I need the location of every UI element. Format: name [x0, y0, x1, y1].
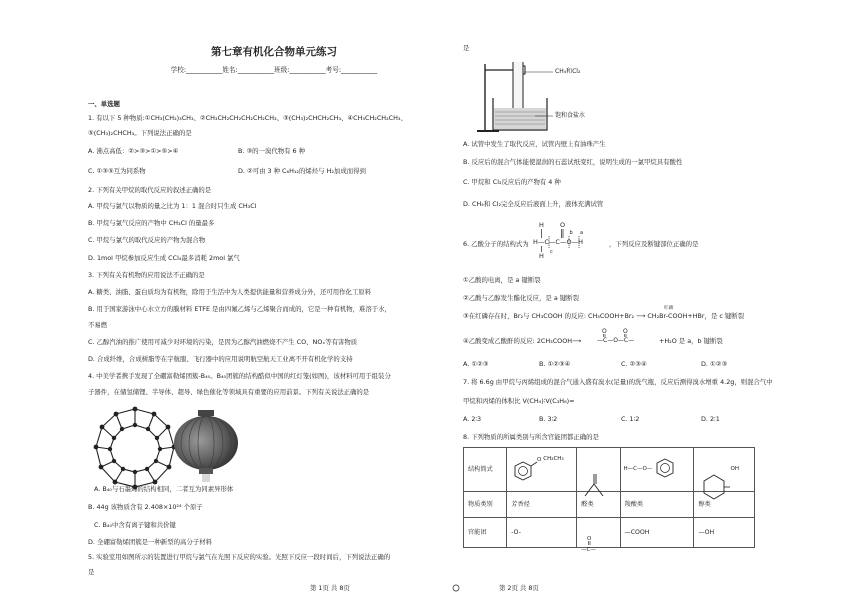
- q7-stem-line1: 7. 将 6.6g 由甲烷与丙烯组成的混合气通入盛有溴水(足量)的洗气瓶，反应后测得溴水增重 4.2g，则混合气中: [463, 378, 773, 386]
- q6-stem-a: 6. 乙酸分子的结构式为: [463, 240, 529, 248]
- q6-item-4b: +H₂O 是 a，b 键断裂: [659, 337, 723, 345]
- binding-circle-icon: [452, 584, 460, 592]
- q5-option-a: A. 试管中发生了取代反应，试管内壁上有油珠产生: [463, 140, 606, 148]
- category-cell-4: 醇类: [694, 492, 755, 518]
- q6-option-c: C. ②③④: [621, 360, 647, 368]
- acetic-acid-structure: [533, 220, 609, 260]
- acetone-structure: [581, 470, 611, 502]
- structure-cell-1: [507, 448, 577, 492]
- structure-3-label: H—C—O—: [623, 466, 653, 472]
- q1-option-d: D. ②可由 3 种 C₆H₁₂的烯烃与 H₂加成而得到: [238, 167, 366, 175]
- svg-text:H: H: [539, 252, 544, 260]
- q4-option-d: D. 全硼富勒烯团簇是一种新型的高分子材料: [88, 538, 213, 546]
- q3-stem: 3. 下列有关有机物的应用说法不正确的是: [88, 271, 205, 279]
- q6-option-b: B. ①②③④: [539, 360, 571, 368]
- svg-text:c: c: [550, 249, 553, 255]
- b40-cage-figure: [92, 405, 178, 491]
- svg-text:b: b: [569, 230, 573, 236]
- svg-text:O: O: [602, 328, 607, 335]
- row-header-category: 物质类别: [464, 492, 507, 518]
- row-header-structure: 结构简式: [464, 448, 507, 492]
- page-footer-right: 第 2页 共 8页: [499, 584, 539, 592]
- q4-option-c: C. B₄₀中含有离子键和共价键: [94, 521, 176, 529]
- q1-option-c: C. ①③⑤互为同系物: [88, 167, 146, 175]
- structure-cell-2: [577, 448, 620, 492]
- q8-table: [463, 447, 755, 553]
- q4-stem-line1: 4. 中美学者携手发现了全硼富勒烯团簇-B₄₀。B₄₀团簇的结构酷似中国的红灯笼(如图)，该材料可用于组装分: [88, 372, 391, 380]
- row-header-functional-group: 官能团: [464, 518, 507, 548]
- q5-option-c: C. 甲烷和 Cl₂反应后的产物有 4 种: [463, 178, 561, 186]
- section-heading: 一、单选题: [88, 100, 120, 108]
- structure-cell-4: [694, 448, 755, 492]
- q3-option-b-line1: B. 用于国家游泳中心水立方的膜材料 ETFE 是由四氟乙烯与乙烯聚合而成的，它是一种有机物，难溶于水，: [88, 305, 391, 313]
- page-footer-left: 第 1页 共 8页: [310, 584, 350, 592]
- q2-option-a: A. 甲烷与氯气以物质的量之比为 1：1 混合时只生成 CH₃Cl: [88, 202, 257, 210]
- q1-option-b: B. ③的一溴代物有 6 种: [238, 147, 306, 155]
- q7-option-d: D. 2∶1: [701, 415, 720, 423]
- q7-stem-line2: 甲烷和丙烯的体积比 V(CH₄)∶V(C₃H₆)=: [463, 397, 575, 405]
- q2-option-c: C. 甲烷与氯气的取代反应的产物为混合物: [88, 236, 206, 244]
- q6-option-a: A. ①②③: [463, 360, 489, 368]
- svg-text:H—C—C—O—H: H—C—C—O—H: [533, 238, 583, 246]
- apparatus-label-brine: 饱和食盐水: [555, 112, 586, 119]
- category-cell-1: 芳香烃: [507, 492, 577, 518]
- structure-4-label: OH: [730, 466, 739, 472]
- structure-cell-3: [620, 448, 694, 492]
- svg-text:O: O: [560, 221, 566, 229]
- q7-option-c: C. 1∶2: [621, 415, 640, 423]
- svg-text:—C—: —C—: [581, 546, 597, 553]
- svg-text:O: O: [587, 535, 592, 542]
- q7-option-b: B. 3∶2: [539, 415, 558, 423]
- q6-stem-b: ，下列反应及断键部位正确的是: [609, 240, 699, 248]
- carbonyl-group-structure: [581, 533, 609, 557]
- q3-option-d: D. 合成纤维，合成树脂等在宇航服、飞行器中的应用说明航空航天工业离不开有机化学的支持: [88, 355, 353, 363]
- apparatus-label-gas: CH₄和Cl₂: [555, 68, 581, 75]
- svg-text:a: a: [580, 230, 584, 236]
- q6-option-d: D. ①②③: [701, 360, 728, 368]
- acetic-anhydride-structure: [597, 328, 657, 344]
- q4-option-a: A. B₄₀与石墨烯的结构相同，二者互为同素异形体: [94, 485, 234, 493]
- svg-text:H: H: [539, 221, 544, 229]
- q2-option-d: D. 1mol 甲烷参加反应生成 CCl₄最多消耗 2mol 氯气: [88, 254, 240, 262]
- cyclohexanol-structure: [698, 470, 738, 504]
- q3-option-b-line2: 不易燃: [88, 321, 108, 329]
- q5-stem-line1: 5. 实验室用如图所示的装置进行甲烷与氯气在光照下反应的实验。光照下反应一段时间后，下列说法正确的: [88, 553, 391, 561]
- phenyl-formate-structure: [651, 451, 691, 485]
- functional-group-cell-2: [577, 518, 620, 553]
- category-cell-2: 醛类: [577, 492, 620, 518]
- q4-option-b: B. 44g 该物质含有 2.408×10²⁴ 个原子: [88, 503, 203, 511]
- svg-text:—C—O—C—: —C—O—C—: [597, 337, 635, 344]
- q1-option-a: A. 沸点高低：②>③>①>⑤>④: [88, 147, 179, 155]
- structure-1-substituent: CH₂CH₃: [543, 456, 564, 462]
- q5-option-d: D. CH₄和 Cl₂完全反应后液面上升，液体充满试管: [463, 200, 604, 208]
- lantern-figure: [172, 410, 240, 482]
- svg-text:O: O: [537, 457, 542, 464]
- category-cell-3: 羧酸类: [620, 492, 694, 518]
- q5-option-b: B. 反应后的混合气体能使湿润的石蕊试纸变红，说明生成的一氯甲烷具有酸性: [463, 158, 683, 166]
- table-row: [464, 518, 755, 548]
- q6-item-4a: ④乙酸变成乙酸酐的反应: 2CH₃COOH⟶: [463, 337, 582, 345]
- q6-item-3: ③在红磷存在时，Br₂与 CH₃COOH 的反应: CH₃COOH+Br₂ ⟶ CH₂Br-COOH+HBr，是 c 键断裂: [463, 312, 745, 320]
- q2-option-b: B. 甲烷与氯气反应的产物中 CH₃Cl 的量最多: [88, 219, 215, 227]
- q2-stem: 2. 下列有关甲烷的取代反应的叙述正确的是: [88, 186, 212, 194]
- svg-text:O: O: [623, 328, 628, 335]
- q7-option-a: A. 2∶3: [463, 415, 482, 423]
- student-info-line: 学校:___________姓名:___________班级:___________考号:___________: [170, 66, 378, 74]
- table-row: [464, 448, 755, 492]
- q1-stem-line2: ⑤(CH₃)₂CHCH₃。下列说法正确的是: [88, 129, 192, 137]
- q6-item-1: ①乙酸的电离，是 a 键断裂: [463, 276, 541, 284]
- q5-continued: 是: [463, 44, 470, 52]
- q1-stem-line1: 1. 有以下 5 种物质:①CH₃(CH₂)₃CH₃、②CH₃CH₂CH₂CH₂CH₂CH₃、③(CH₃)₂CHCH₂CH₃、④CH₃CH₂CH₂CH₃、: [88, 114, 407, 122]
- q3-option-c: C. 乙醇汽油的推广使用可减少对环境的污染，是因为乙醇汽油燃烧不产生 CO、NOₓ等有害物质: [88, 338, 358, 346]
- page-title: 第七章有机化合物单元练习: [211, 46, 337, 58]
- q4-stem-line2: 子器件，在储氢储锂、半导体、超导、绿色催化等领域具有重要的应用前景。下列有关说法正确的是: [88, 388, 370, 396]
- q8-stem: 8. 下列物质的所属类别与所含官能团都正确的是: [463, 433, 599, 441]
- functional-group-cell-4: —OH: [694, 518, 755, 548]
- functional-group-cell-1: -O-: [507, 518, 577, 548]
- q6-item-2: ②乙酸与乙醇发生酯化反应，是 a 键断裂: [463, 294, 579, 302]
- q6-item-3-condition: 红磷: [664, 306, 673, 311]
- q5-stem-line2: 是: [88, 568, 95, 576]
- functional-group-cell-3: —COOH: [620, 518, 694, 548]
- q3-option-a: A. 糖类、油脂、蛋白质均为有机物，除用于生活中为人类提供能量和营养成分外，还可用作化工原料: [88, 288, 372, 296]
